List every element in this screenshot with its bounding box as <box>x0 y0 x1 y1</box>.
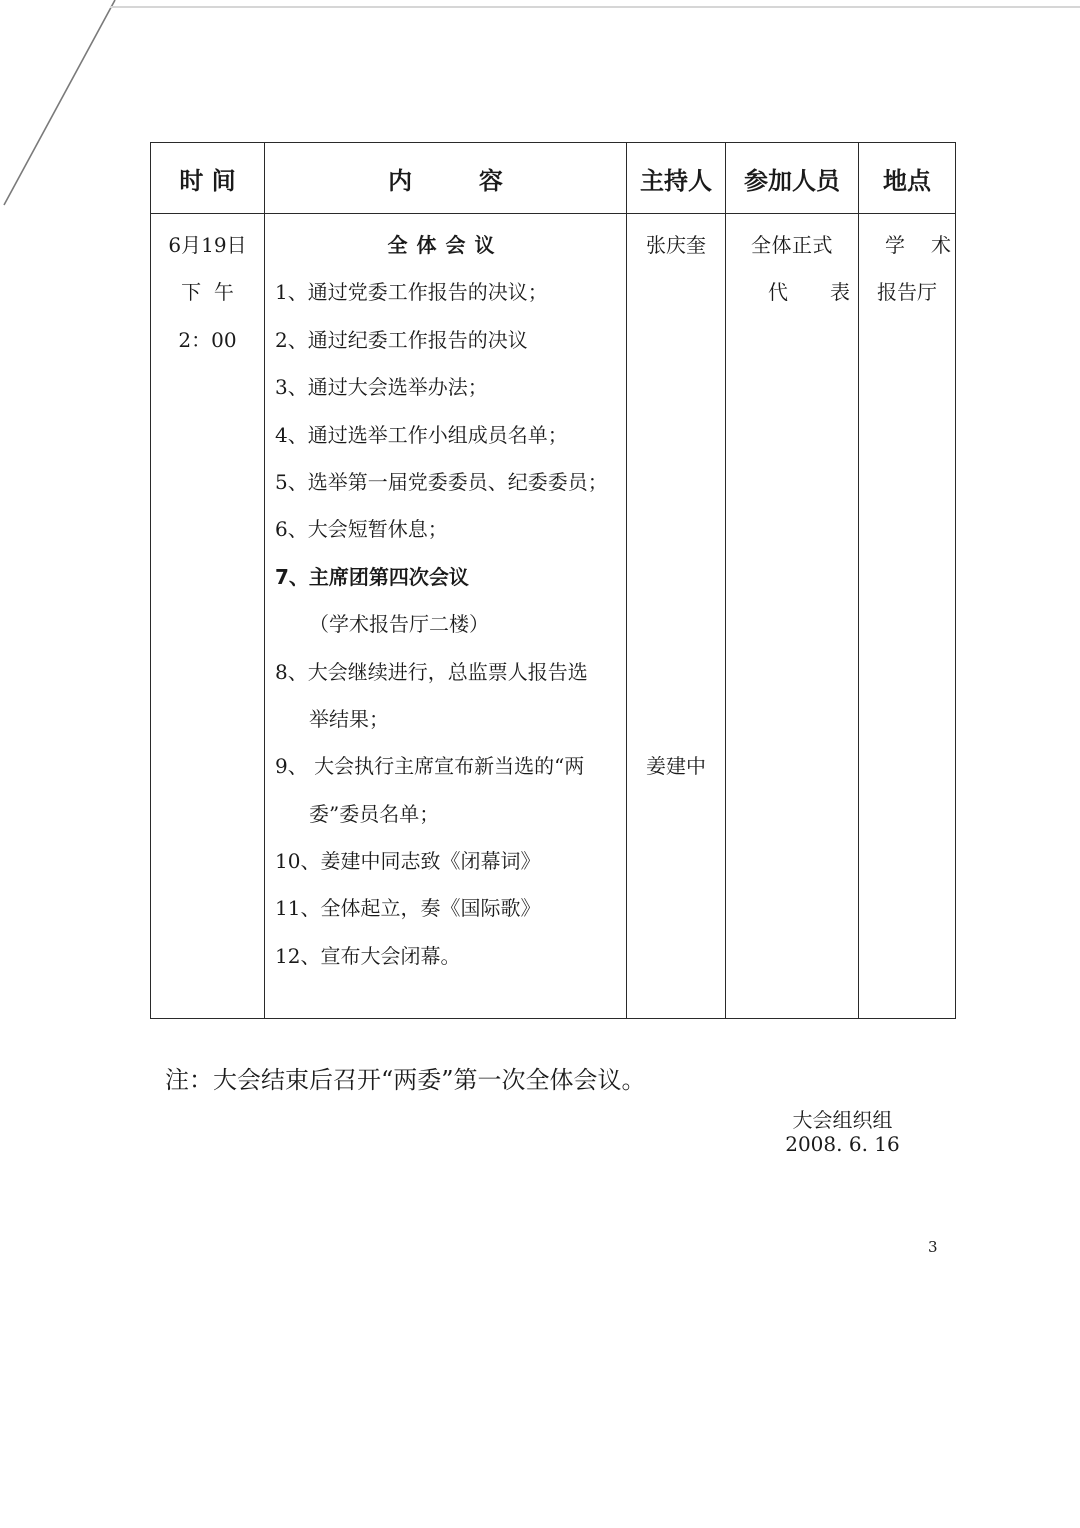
attendees-cell <box>726 214 892 1019</box>
venue-cell <box>859 214 977 1019</box>
host-name: 张庆奎 <box>646 233 706 257</box>
signature-date: 2008. 6. 16 <box>785 1132 900 1156</box>
time-period: 下 午 <box>181 280 234 305</box>
attendees-line: 全体正式 <box>751 233 833 257</box>
venue-line: 学术 <box>885 233 977 257</box>
agenda-item: 3、通过大会选举办法； <box>275 375 488 400</box>
content-title: 全体会议 <box>387 233 504 257</box>
agenda-item-continued: 委”委员名单； <box>309 801 440 826</box>
header-venue: 地点 <box>859 143 956 214</box>
time-date: 6月19日 <box>168 233 247 257</box>
scan-top-edge <box>110 6 1080 8</box>
page-number: 3 <box>928 1238 938 1256</box>
host-name: 姜建中 <box>646 754 706 778</box>
scan-edge-mark <box>0 0 130 220</box>
content-cell <box>265 214 627 1019</box>
table-row <box>151 214 956 1019</box>
header-attendees: 参加人员 <box>726 143 859 214</box>
agenda-item: 2、通过纪委工作报告的决议 <box>275 327 528 352</box>
agenda-item-note: （学术报告厅二楼） <box>309 612 489 637</box>
agenda-item: 11、全体起立，奏《国际歌》 <box>275 896 541 921</box>
time-clock: 2：00 <box>178 327 237 352</box>
header-content: 内 容 <box>265 143 627 214</box>
venue-line: 报告厅 <box>877 280 937 305</box>
footnote: 注：大会结束后召开“两委”第一次全体会议。 <box>165 1066 646 1094</box>
attendees-line: 代表 <box>768 280 892 305</box>
agenda-item: 5、选举第一届党委委员、纪委委员； <box>275 469 608 494</box>
header-time: 时 间 <box>151 143 265 214</box>
agenda-item: 12、宣布大会闭幕。 <box>275 943 461 968</box>
time-cell <box>151 214 265 1019</box>
agenda-item: 10、姜建中同志致《闭幕词》 <box>275 849 541 874</box>
agenda-item: 4、通过选举工作小组成员名单； <box>275 422 568 447</box>
agenda-item: 1、通过党委工作报告的决议； <box>275 280 548 305</box>
agenda-item: 9、 大会执行主席宣布新当选的“两 <box>275 754 585 779</box>
signature-org: 大会组织组 <box>792 1108 893 1132</box>
table-header-row <box>151 143 956 214</box>
agenda-item: 7、主席团第四次会议 <box>275 564 469 589</box>
header-host: 主持人 <box>627 143 726 214</box>
host-cell <box>627 214 726 1019</box>
agenda-item: 8、大会继续进行，总监票人报告选 <box>275 659 588 684</box>
schedule-table <box>150 142 977 1019</box>
agenda-item: 6、大会短暂休息； <box>275 517 448 542</box>
agenda-item-continued: 举结果； <box>309 706 389 731</box>
